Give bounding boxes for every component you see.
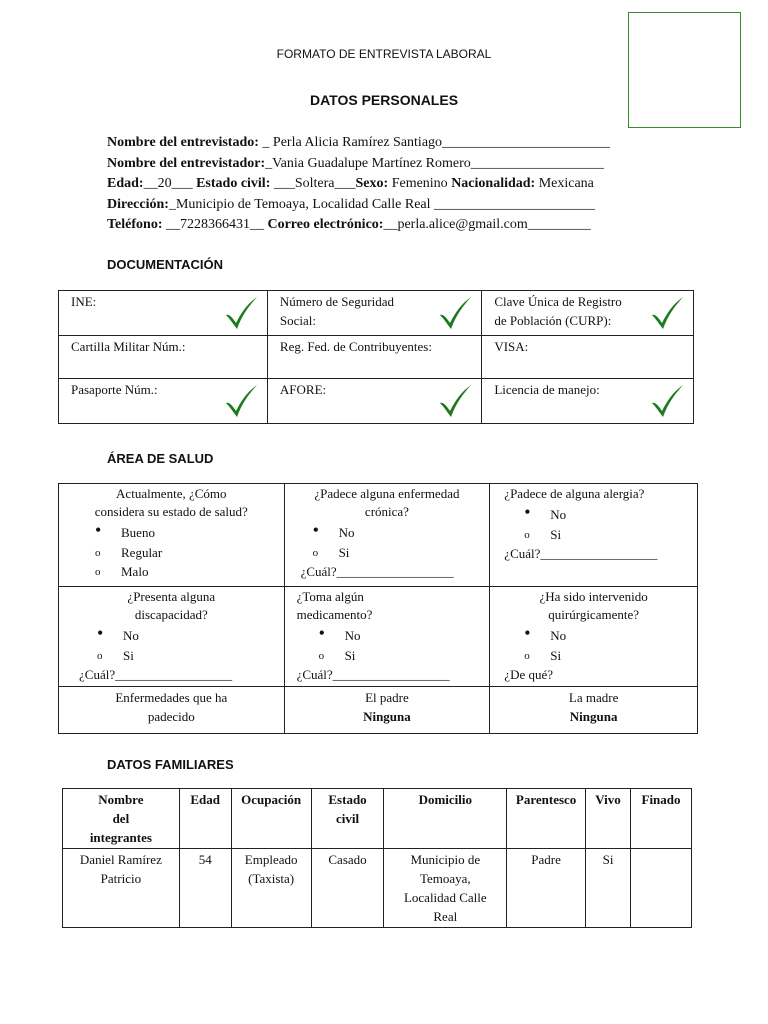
row-nombre-entrevistador	[107, 154, 610, 175]
doc-cell	[267, 291, 481, 336]
header-edad: Edad	[179, 789, 231, 849]
doc-label: Licencia de manejo:	[494, 382, 600, 397]
value-nombre-entrevistado: _ Perla Alicia Ramírez Santiago________________________	[258, 135, 611, 150]
checkmark-icon	[437, 383, 473, 419]
question-discapacidad: ¿Presenta alguna discapacidad?	[127, 589, 216, 622]
cell-domicilio: Municipio de Temoaya, Localidad Calle Real	[384, 849, 507, 928]
label-madre: La madre	[568, 690, 619, 705]
document-title: FORMATO DE ENTREVISTA LABORAL	[276, 47, 492, 61]
cell-edad: 54	[179, 849, 231, 928]
doc-label: INE:	[71, 294, 97, 309]
label-telefono: Teléfono:	[107, 217, 163, 232]
doc-label: VISA:	[494, 339, 529, 354]
cell-vivo: Si	[586, 849, 631, 928]
option-cronica-si[interactable]: o Si	[313, 543, 484, 563]
header-ocupacion: Ocupación	[231, 789, 311, 849]
heading-area-salud: ÁREA DE SALUD	[107, 451, 214, 466]
cual-discapacidad: ¿Cuál?__________________	[79, 667, 233, 682]
option-quirurgico-si[interactable]: o Si	[524, 646, 691, 666]
doc-cell	[59, 291, 268, 336]
table-row	[63, 849, 692, 928]
label-estado-civil: Estado civil:	[196, 176, 271, 191]
header-estado-civil: Estado civil	[311, 789, 384, 849]
cual-alergia: ¿Cuál?__________________	[504, 546, 658, 561]
heading-documentacion: DOCUMENTACIÓN	[107, 257, 224, 272]
option-medicamento-no[interactable]: • No	[319, 626, 484, 646]
value-estado-civil: ___Soltera___	[270, 176, 356, 191]
doc-row	[59, 291, 694, 336]
options-quirurgico	[496, 626, 691, 665]
header-vivo: Vivo	[586, 789, 631, 849]
option-cronica-no[interactable]: • No	[313, 523, 484, 543]
row-edad-estado	[107, 174, 610, 195]
label-nombre-entrevistador: Nombre del entrevistador:	[107, 155, 266, 171]
salud-row-2	[59, 587, 698, 687]
photo-box	[628, 12, 741, 128]
label-enfermedades-padecido: Enfermedades que ha padecido	[115, 690, 228, 724]
value-madre: Ninguna	[569, 709, 618, 724]
cual-medicamento: ¿Cuál?__________________	[296, 667, 450, 682]
salud-cell-discapacidad	[59, 587, 285, 687]
options-alergia	[496, 505, 691, 544]
checkmark-icon	[649, 383, 685, 419]
doc-label: Cartilla Militar Núm.:	[71, 339, 186, 354]
doc-label: Reg. Fed. de Contribuyentes:	[279, 339, 432, 354]
personal-data-block	[107, 133, 610, 236]
option-regular[interactable]: o Regular	[95, 543, 278, 563]
checkmark-icon	[649, 295, 685, 331]
value-correo: __perla.alice@gmail.com_________	[383, 217, 591, 232]
option-quirurgico-no[interactable]: • No	[524, 626, 691, 646]
option-alergia-no[interactable]: • No	[524, 505, 691, 525]
section-title-datos-personales: DATOS PERSONALES	[309, 92, 459, 108]
label-edad: Edad:	[107, 176, 144, 191]
value-direccion: _Municipio de Temoaya, Localidad Calle Real _______________________	[168, 196, 596, 212]
salud-cell-estado	[59, 484, 285, 587]
row-nombre-entrevistado	[107, 133, 610, 154]
option-bueno[interactable]: • Bueno	[95, 523, 278, 543]
value-telefono: __7228366431__	[162, 217, 268, 232]
value-nombre-entrevistador: _Vania Guadalupe Martínez Romero___________________	[265, 155, 604, 171]
salud-cell-cronica	[284, 484, 490, 587]
value-edad: __20___	[143, 176, 197, 191]
header-domicilio: Domicilio	[384, 789, 507, 849]
options-estado-salud	[65, 523, 278, 582]
doc-label: Clave Única de Registro de Población (CURP):	[494, 294, 622, 328]
label-nacionalidad: Nacionalidad:	[451, 176, 536, 191]
cell-estado-civil: Casado	[311, 849, 384, 928]
cell-finado	[631, 849, 692, 928]
label-sexo: Sexo:	[355, 176, 389, 191]
doc-cell	[267, 336, 481, 379]
de-que-quirurgico: ¿De qué?	[504, 667, 554, 682]
checkmark-icon	[437, 295, 473, 331]
heading-datos-familiares: DATOS FAMILIARES	[107, 757, 234, 772]
question-quirurgico: ¿Ha sido intervenido quirúrgicamente?	[539, 589, 648, 622]
option-discapacidad-si[interactable]: o Si	[97, 646, 278, 666]
doc-cell	[59, 336, 268, 379]
cell-ocupacion: Empleado (Taxista)	[231, 849, 311, 928]
doc-cell	[482, 379, 694, 424]
salud-cell-madre	[490, 687, 698, 734]
question-alergia: ¿Padece de alguna alergia?	[504, 486, 645, 501]
documentacion-table	[58, 290, 694, 424]
familiares-header-row	[63, 789, 692, 849]
doc-cell	[482, 291, 694, 336]
options-discapacidad	[65, 626, 278, 665]
header-finado: Finado	[631, 789, 692, 849]
doc-row	[59, 379, 694, 424]
doc-row	[59, 336, 694, 379]
option-alergia-si[interactable]: o Si	[524, 525, 691, 545]
label-nombre-entrevistado: Nombre del entrevistado:	[107, 135, 259, 150]
option-malo[interactable]: o Malo	[95, 562, 278, 582]
option-medicamento-si[interactable]: o Si	[319, 646, 484, 666]
row-direccion	[107, 195, 610, 216]
salud-cell-enfermedades	[59, 687, 285, 734]
doc-label: AFORE:	[279, 382, 327, 397]
checkmark-icon	[223, 383, 259, 419]
question-medicamento: ¿Toma algún medicamento?	[296, 589, 373, 622]
cell-nombre: Daniel Ramírez Patricio	[63, 849, 180, 928]
options-medicamento	[291, 626, 484, 665]
salud-cell-alergia	[490, 484, 698, 587]
salud-cell-quirurgico	[490, 587, 698, 687]
salud-row-1	[59, 484, 698, 587]
label-padre: El padre	[365, 690, 409, 705]
option-discapacidad-no[interactable]: • No	[97, 626, 278, 646]
row-telefono-correo	[107, 215, 610, 236]
value-sexo: Femenino	[388, 176, 452, 191]
doc-cell	[267, 379, 481, 424]
value-nacionalidad: Mexicana	[535, 176, 594, 191]
salud-row-3	[59, 687, 698, 734]
question-estado-salud: Actualmente, ¿Cómo considera su estado de salud?	[94, 486, 248, 519]
cell-parentesco: Padre	[507, 849, 586, 928]
value-padre: Ninguna	[363, 709, 411, 724]
checkmark-icon	[223, 295, 259, 331]
options-cronica	[291, 523, 484, 562]
salud-cell-medicamento	[284, 587, 490, 687]
doc-cell	[59, 379, 268, 424]
header-nombre: Nombre del integrantes	[63, 789, 180, 849]
cual-cronica: ¿Cuál?__________________	[300, 564, 454, 579]
salud-cell-padre	[284, 687, 490, 734]
doc-label: Número de Seguridad Social:	[279, 294, 395, 328]
label-correo: Correo electrónico:	[267, 217, 384, 232]
familiares-table	[62, 788, 692, 928]
salud-table	[58, 483, 698, 734]
doc-label: Pasaporte Núm.:	[71, 382, 158, 397]
label-direccion: Dirección:	[107, 196, 169, 212]
question-enfermedad-cronica: ¿Padece alguna enfermedad crónica?	[314, 486, 460, 519]
doc-cell	[482, 336, 694, 379]
header-parentesco: Parentesco	[507, 789, 586, 849]
